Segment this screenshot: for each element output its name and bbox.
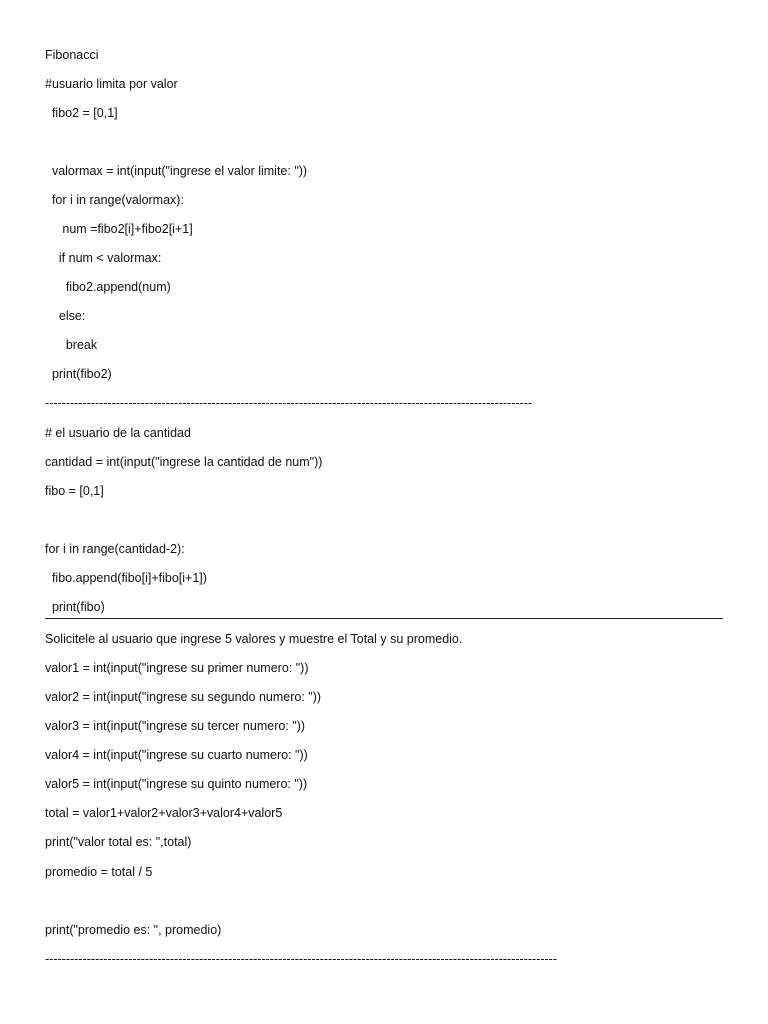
dash-separator: --------------------------------------------------------------------------------------------------------------------- bbox=[45, 396, 533, 410]
code-line: if num < valormax: bbox=[45, 251, 162, 265]
code-line: print("valor total es: ",total) bbox=[45, 835, 192, 849]
code-line: fibo2.append(num) bbox=[45, 280, 171, 294]
code-line: for i in range(valormax): bbox=[45, 193, 184, 207]
code-line: print(fibo2) bbox=[45, 367, 112, 381]
code-line: valor1 = int(input("ingrese su primer numero: ")) bbox=[45, 661, 309, 675]
code-line: valor2 = int(input("ingrese su segundo numero: ")) bbox=[45, 690, 322, 704]
code-line: print("promedio es: ", promedio) bbox=[45, 923, 222, 937]
horizontal-rule bbox=[45, 618, 723, 619]
code-line: else: bbox=[45, 309, 86, 323]
code-line: promedio = total / 5 bbox=[45, 865, 153, 879]
code-line: cantidad = int(input("ingrese la cantidad de num")) bbox=[45, 455, 323, 469]
code-line: fibo2 = [0,1] bbox=[45, 106, 118, 120]
doc-title: Fibonacci bbox=[45, 48, 99, 62]
dash-separator: --------------------------------------------------------------------------------------------------------------------------- bbox=[45, 952, 557, 966]
code-line: total = valor1+valor2+valor3+valor4+valor5 bbox=[45, 806, 283, 820]
code-line: break bbox=[45, 338, 98, 352]
exercise-statement: Solicitele al usuario que ingrese 5 valores y muestre el Total y su promedio. bbox=[45, 632, 463, 646]
code-line: valormax = int(input("ingrese el valor limite: ")) bbox=[45, 164, 308, 178]
code-line: valor3 = int(input("ingrese su tercer numero: ")) bbox=[45, 719, 306, 733]
code-line: fibo = [0,1] bbox=[45, 484, 104, 498]
code-comment: # el usuario de la cantidad bbox=[45, 426, 191, 440]
code-line: fibo.append(fibo[i]+fibo[i+1]) bbox=[45, 571, 207, 585]
code-line: for i in range(cantidad-2): bbox=[45, 542, 185, 556]
code-line: print(fibo) bbox=[45, 600, 105, 614]
code-line: valor5 = int(input("ingrese su quinto numero: ")) bbox=[45, 777, 308, 791]
code-line: num =fibo2[i]+fibo2[i+1] bbox=[45, 222, 193, 236]
code-comment: #usuario limita por valor bbox=[45, 77, 178, 91]
code-line: valor4 = int(input("ingrese su cuarto numero: ")) bbox=[45, 748, 308, 762]
